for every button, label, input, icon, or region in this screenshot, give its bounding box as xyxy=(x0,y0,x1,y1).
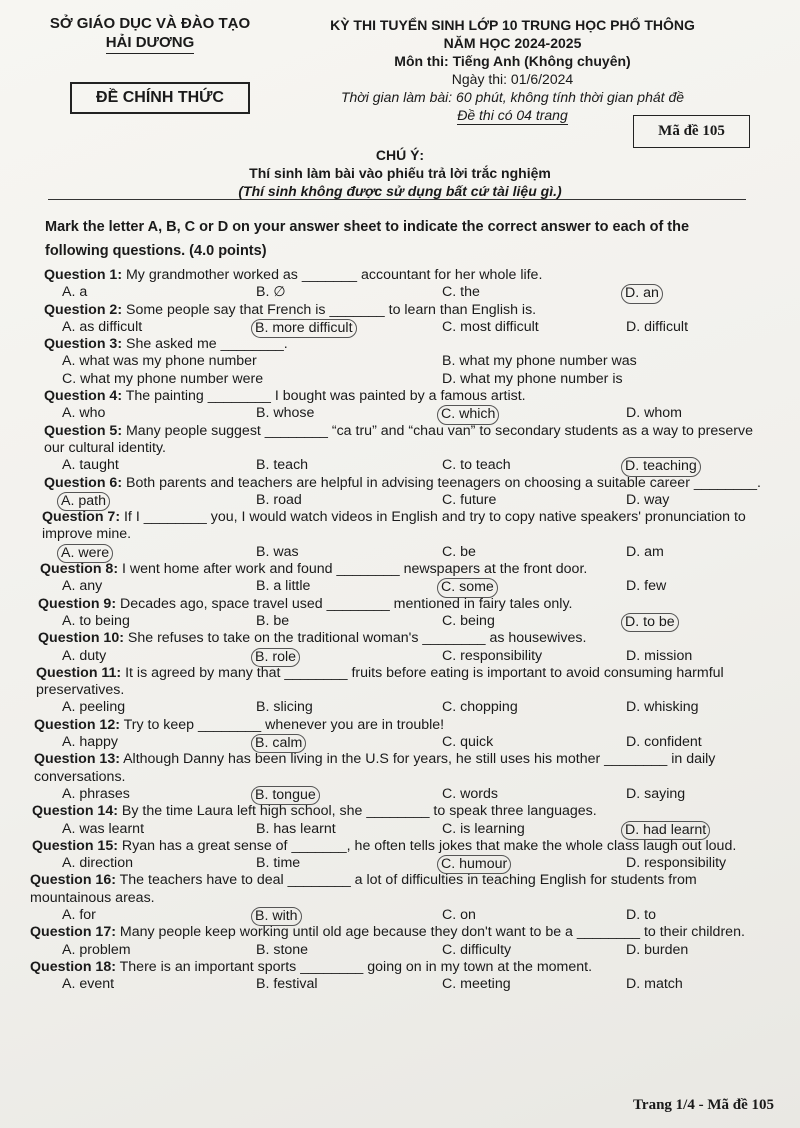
option-d[interactable]: D. way xyxy=(626,491,670,508)
section-instruction: Mark the letter A, B, C or D on your answer sheet to indicate the correct answer to each of the following questions. (4.0 points) xyxy=(45,219,690,259)
option-b[interactable]: B. whose xyxy=(256,405,315,422)
question-text: The painting ________ I bought was painted by a famous artist. xyxy=(122,388,526,405)
question-text: She asked me ________. xyxy=(122,336,288,353)
question-12 xyxy=(0,717,800,752)
question-label: Question 8: xyxy=(40,561,119,578)
question-stem xyxy=(44,475,765,492)
question-stem xyxy=(42,509,765,544)
option-a[interactable]: A. for xyxy=(62,906,96,923)
option-c[interactable]: C. be xyxy=(442,543,476,560)
notice-title: CHÚ Ý: xyxy=(375,147,425,163)
divider xyxy=(48,199,746,200)
question-label: Question 4: xyxy=(44,388,123,405)
option-a[interactable]: A. phrases xyxy=(62,785,130,802)
answer-options xyxy=(0,786,800,803)
answer-options xyxy=(0,734,800,751)
question-11 xyxy=(0,665,800,717)
option-d[interactable]: D. few xyxy=(626,578,667,595)
option-b[interactable]: B. festival xyxy=(256,976,318,993)
option-c[interactable]: C. humour xyxy=(437,855,511,874)
option-a[interactable]: A. problem xyxy=(62,941,131,958)
answer-options xyxy=(0,613,800,630)
question-label: Question 1: xyxy=(44,267,123,283)
exam-date: Ngày thi: 01/6/2024 xyxy=(451,71,574,87)
option-a[interactable]: A. to being xyxy=(62,612,130,629)
question-stem xyxy=(34,751,765,786)
question-label: Question 13: xyxy=(34,751,120,768)
question-label: Question 6: xyxy=(44,474,123,491)
option-a[interactable]: A. what was my phone number xyxy=(62,353,257,370)
question-stem xyxy=(44,388,765,405)
question-stem xyxy=(44,302,765,319)
question-text: Although Danny has been living in the U.S for years, he still uses his mother ________ in daily conversations. xyxy=(34,751,716,785)
option-d[interactable]: D. burden xyxy=(626,941,689,958)
option-b[interactable]: B. road xyxy=(256,491,302,508)
option-c[interactable]: C. to teach xyxy=(442,457,511,474)
question-stem xyxy=(38,596,765,613)
question-6 xyxy=(0,475,800,510)
question-label: Question 14: xyxy=(32,803,118,820)
option-c[interactable]: C. the xyxy=(442,284,480,301)
question-stem xyxy=(38,630,765,647)
question-text: If I ________ you, I would watch videos in English and try to copy native speakers' pronunciation to improve mine. xyxy=(42,509,746,543)
exam-duration: Thời gian làm bài: 60 phút, không tính thời gian phát đề xyxy=(340,89,685,105)
question-18 xyxy=(0,959,800,994)
question-stem xyxy=(30,872,765,907)
option-b[interactable]: B. be xyxy=(256,612,290,629)
question-3 xyxy=(0,336,800,388)
question-stem xyxy=(30,959,765,976)
question-text: The teachers have to deal ________ a lot of difficulties in teaching English for students from mountainous areas. xyxy=(30,872,697,906)
question-text: It is agreed by many that ________ fruits before eating is important to avoid consuming harmful preservatives. xyxy=(36,664,724,699)
question-stem xyxy=(32,803,765,820)
question-text: By the time Laura left high school, she ________ to speak three languages. xyxy=(117,803,597,820)
question-label: Question 12: xyxy=(34,716,120,733)
question-label: Question 9: xyxy=(38,595,117,612)
option-c[interactable]: C. meeting xyxy=(442,976,511,993)
answer-options xyxy=(0,457,800,474)
option-b[interactable]: B. a little xyxy=(256,578,311,595)
question-label: Question 2: xyxy=(44,301,123,318)
option-b[interactable]: B. with xyxy=(251,907,302,926)
question-stem xyxy=(44,423,765,458)
option-b[interactable]: B. ∅ xyxy=(256,284,286,301)
option-c[interactable]: C. chopping xyxy=(442,699,518,716)
option-d[interactable]: D. whom xyxy=(626,405,682,422)
question-13 xyxy=(0,751,800,803)
answer-options xyxy=(0,648,800,665)
question-stem xyxy=(32,838,765,855)
option-c[interactable]: C. quick xyxy=(442,734,494,751)
option-d[interactable]: D. am xyxy=(626,543,664,560)
question-text: Many people suggest ________ “ca tru” and “chau van” to secondary students as a way to preserve our cultural identity. xyxy=(44,422,753,456)
question-label: Question 15: xyxy=(32,837,118,854)
option-d[interactable]: D. to xyxy=(626,906,656,923)
question-4 xyxy=(0,388,800,423)
question-2 xyxy=(0,302,800,337)
question-text: She refuses to take on the traditional woman's ________ as housewives. xyxy=(123,630,587,647)
option-d[interactable]: D. teaching xyxy=(621,457,701,476)
exam-header xyxy=(315,16,710,125)
option-a[interactable]: A. duty xyxy=(62,647,107,664)
question-text: Both parents and teachers are helpful in advising teenagers on choosing a suitable career ________. xyxy=(122,474,761,491)
option-b[interactable]: B. role xyxy=(251,648,300,667)
option-c[interactable]: C. what my phone number were xyxy=(62,370,264,387)
option-d[interactable]: D. responsibility xyxy=(626,855,727,872)
option-b[interactable]: B. time xyxy=(256,855,301,872)
question-stem xyxy=(40,561,765,578)
question-1 xyxy=(0,267,800,302)
school-year: NĂM HỌC 2024-2025 xyxy=(443,35,582,51)
question-stem xyxy=(44,336,765,353)
option-c[interactable]: C. is learning xyxy=(442,820,525,837)
notice xyxy=(200,146,600,200)
answer-options xyxy=(0,319,800,336)
question-stem xyxy=(36,665,765,700)
question-10 xyxy=(0,630,800,665)
option-a[interactable]: A. as difficult xyxy=(62,318,143,335)
answer-options xyxy=(0,855,800,872)
question-label: Question 16: xyxy=(30,872,116,889)
option-a[interactable]: A. happy xyxy=(62,734,119,751)
question-label: Question 3: xyxy=(44,336,123,353)
option-d[interactable]: D. an xyxy=(621,284,663,303)
option-a[interactable]: A. event xyxy=(62,976,115,993)
option-a[interactable]: A. a xyxy=(62,284,88,301)
question-label: Question 18: xyxy=(30,958,116,975)
option-a[interactable]: A. who xyxy=(62,405,106,422)
option-b[interactable]: B. was xyxy=(256,543,299,560)
exam-title: KỲ THI TUYỂN SINH LỚP 10 TRUNG HỌC PHỔ THÔNG xyxy=(330,17,695,33)
question-label: Question 7: xyxy=(42,509,121,526)
option-d[interactable]: D. confident xyxy=(626,734,702,751)
question-text: I went home after work and found ________ newspapers at the front door. xyxy=(118,561,588,578)
question-text: There is an important sports ________ going on in my town at the moment. xyxy=(115,958,593,975)
option-c[interactable]: C. future xyxy=(442,491,497,508)
question-list xyxy=(0,267,800,993)
answer-options xyxy=(0,578,800,595)
option-b[interactable]: B. what my phone number was xyxy=(442,353,637,370)
option-b[interactable]: B. stone xyxy=(256,941,309,958)
province-name: HẢI DƯƠNG xyxy=(106,33,195,54)
answer-options xyxy=(0,405,800,422)
option-c[interactable]: C. on xyxy=(442,906,476,923)
exam-code: Mã đề 105 xyxy=(633,115,750,148)
answer-options xyxy=(0,907,800,924)
option-d[interactable]: D. whisking xyxy=(626,699,699,716)
option-c[interactable]: C. some xyxy=(437,578,498,597)
question-5 xyxy=(0,423,800,475)
option-a[interactable]: A. taught xyxy=(62,457,119,474)
option-b[interactable]: B. calm xyxy=(251,734,306,753)
option-d[interactable]: D. match xyxy=(626,976,683,993)
option-d[interactable]: D. to be xyxy=(621,613,679,632)
notice-line-1: Thí sinh làm bài vào phiếu trả lời trắc nghiệm xyxy=(249,165,551,181)
option-c[interactable]: C. being xyxy=(442,612,495,629)
option-a[interactable]: A. any xyxy=(62,578,103,595)
option-d[interactable]: D. difficult xyxy=(626,318,689,335)
option-a[interactable]: A. were xyxy=(57,544,113,563)
option-c[interactable]: C. most difficult xyxy=(442,318,539,335)
answer-options xyxy=(0,284,800,301)
option-c[interactable]: C. difficulty xyxy=(442,941,512,958)
subject: Môn thi: Tiếng Anh (Không chuyên) xyxy=(394,53,631,69)
option-c[interactable]: C. responsibility xyxy=(442,647,543,664)
official-badge: ĐỀ CHÍNH THỨC xyxy=(70,82,250,114)
question-stem xyxy=(44,267,765,284)
answer-options xyxy=(0,492,800,509)
answer-options xyxy=(0,976,800,993)
option-d[interactable]: D. mission xyxy=(626,647,693,664)
option-d[interactable]: D. saying xyxy=(626,785,686,802)
answer-options xyxy=(0,699,800,716)
department-header xyxy=(40,14,260,54)
notice-line-2: (Thí sinh không được sử dụng bất cứ tài liệu gì.) xyxy=(238,183,562,199)
question-stem xyxy=(34,717,765,734)
question-text: Try to keep ________ whenever you are in trouble! xyxy=(119,716,445,733)
option-b[interactable]: B. slicing xyxy=(256,699,313,716)
answer-options xyxy=(0,942,800,959)
option-a[interactable]: A. path xyxy=(57,492,110,511)
option-a[interactable]: A. was learnt xyxy=(62,820,145,837)
question-label: Question 5: xyxy=(44,422,123,439)
question-9 xyxy=(0,596,800,631)
page-footer: Trang 1/4 - Mã đề 105 xyxy=(633,1097,774,1113)
answer-options xyxy=(0,821,800,838)
option-c[interactable]: C. which xyxy=(437,405,499,424)
question-label: Question 10: xyxy=(38,630,124,647)
option-b[interactable]: B. more difficult xyxy=(251,319,357,338)
option-c[interactable]: C. words xyxy=(442,785,498,802)
option-a[interactable]: A. direction xyxy=(62,855,133,872)
option-a[interactable]: A. peeling xyxy=(62,699,126,716)
question-label: Question 17: xyxy=(30,924,116,941)
answer-options xyxy=(0,544,800,561)
option-b[interactable]: B. teach xyxy=(256,457,309,474)
question-15 xyxy=(0,838,800,873)
question-text: Many people keep working until old age because they don't want to be a ________ to their children. xyxy=(115,924,745,941)
question-16 xyxy=(0,872,800,924)
option-d[interactable]: D. had learnt xyxy=(621,821,710,840)
question-17 xyxy=(0,924,800,959)
question-text: Some people say that French is _______ to learn than English is. xyxy=(122,301,537,318)
option-d[interactable]: D. what my phone number is xyxy=(442,370,623,387)
question-8 xyxy=(0,561,800,596)
question-stem xyxy=(30,924,765,941)
question-7 xyxy=(0,509,800,561)
question-text: Decades ago, space travel used ________ mentioned in fairy tales only. xyxy=(116,595,573,612)
question-14 xyxy=(0,803,800,838)
page-count: Đề thi có 04 trang xyxy=(457,107,568,123)
option-b[interactable]: B. has learnt xyxy=(256,820,336,837)
department-name: SỞ GIÁO DỤC VÀ ĐÀO TẠO xyxy=(49,15,251,32)
question-label: Question 11: xyxy=(36,664,122,681)
question-text: Ryan has a great sense of _______, he often tells jokes that make the whole class laugh out loud. xyxy=(117,837,737,854)
answer-options xyxy=(0,353,800,388)
option-b[interactable]: B. tongue xyxy=(251,786,320,805)
question-text: My grandmother worked as _______ accountant for her whole life. xyxy=(122,267,543,283)
